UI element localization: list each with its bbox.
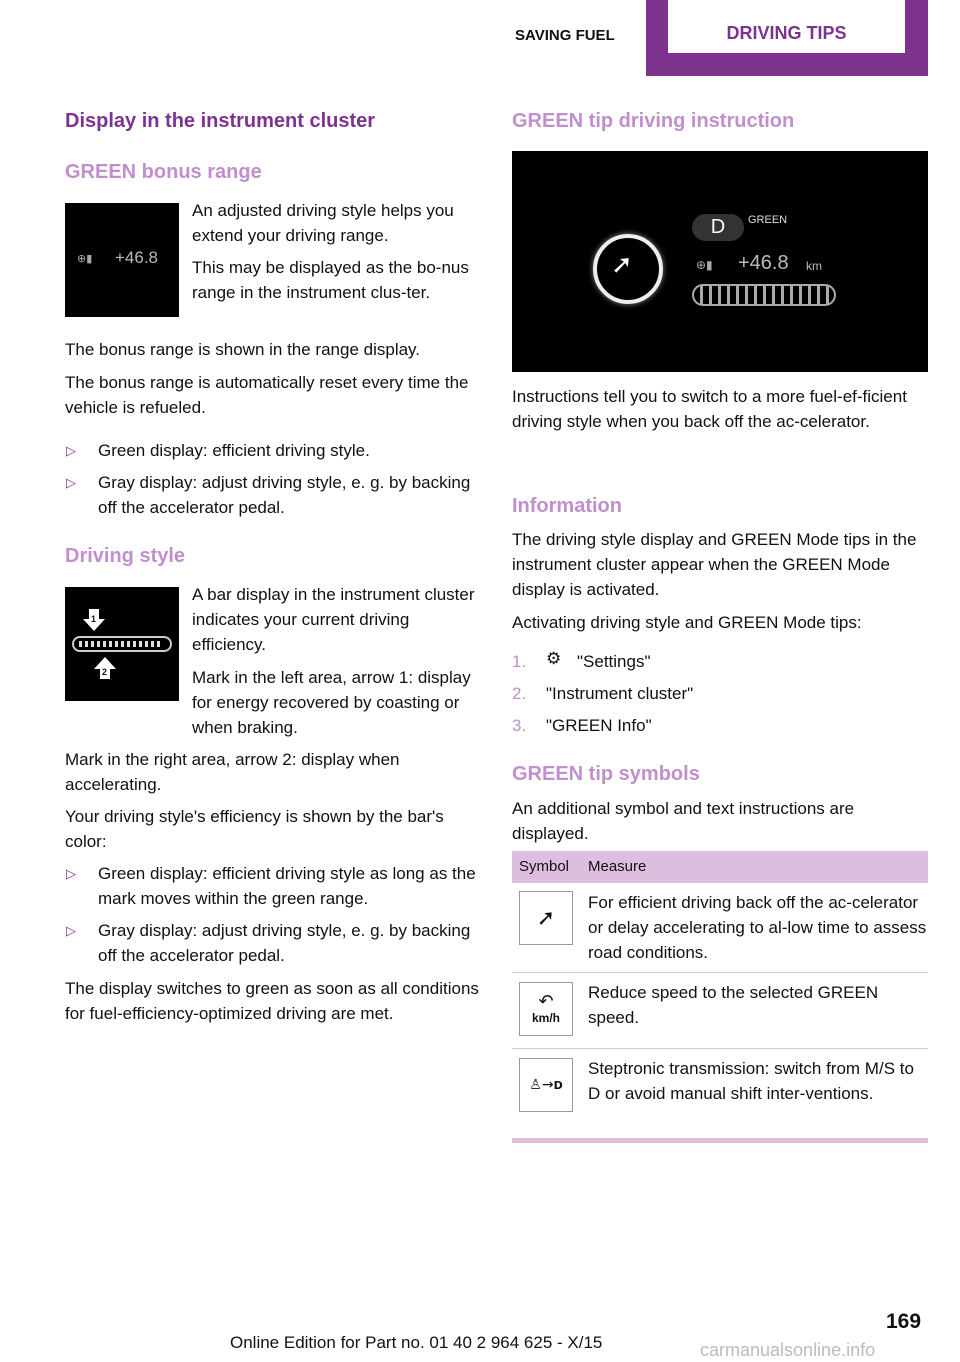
reduce-speed-icon: ↶ km/h (519, 982, 573, 1036)
bullet-icon: ▷ (66, 867, 76, 882)
paragraph: Instructions tell you to switch to a more fuel-ef-ficient driving style when you back off the ac-celerator. (512, 387, 907, 431)
column-header: Measure (588, 858, 647, 875)
bullet-icon: ▷ (66, 444, 76, 459)
section-title: SAVING FUEL (515, 27, 615, 44)
icon-label: D (553, 1078, 563, 1092)
range-fuel-icon: ⊕▮ (77, 252, 93, 265)
settings-gear-icon: ⚙ (546, 649, 562, 669)
instrument-cluster-image (512, 151, 928, 372)
page-number: 169 (886, 1310, 922, 1333)
bonus-value: +46.8 (738, 252, 789, 274)
watermark: carmanualsonline.info (700, 1340, 876, 1360)
paragraph: Your driving style's efficiency is shown by the bar's color: (65, 807, 444, 851)
list-item: Gray display: adjust driving style, e. g. by backing off the accelerator pedal. (98, 473, 471, 517)
list-item: Gray display: adjust driving style, e. g. by backing off the accelerator pedal. (98, 921, 471, 965)
table-cell: Reduce speed to the selected GREEN speed. (588, 983, 879, 1027)
paragraph: Mark in the left area, arrow 1: display for energy recovered by coasting or when braking. (192, 668, 471, 737)
table-cell: Steptronic transmission: switch from M/S to D or avoid manual shift inter-ventions. (588, 1059, 914, 1103)
bullet-icon: ▷ (66, 476, 76, 491)
edition-text: Online Edition for Part no. 01 40 2 964 625 - X/15 (230, 1333, 603, 1352)
step-number: 3. (512, 716, 527, 735)
row-divider (512, 1048, 928, 1049)
gear-indicator: D (692, 214, 744, 241)
step-text: "GREEN Info" (546, 716, 652, 735)
paragraph: The bonus range is shown in the range display. (65, 340, 421, 359)
bonus-heading: GREEN bonus range (65, 161, 262, 183)
paragraph: An additional symbol and text instructions are displayed. (512, 799, 855, 843)
paragraph: A bar display in the instrument cluster indicates your current driving efficiency. (192, 585, 475, 654)
step-text: "Settings" (577, 652, 651, 671)
paragraph: The driving style display and GREEN Mode tips in the instrument cluster appear when the GREEN Mode display is activated. (512, 530, 917, 599)
gear-selector-icon: ♙→ D (519, 1058, 573, 1112)
step-text: "Instrument cluster" (546, 684, 694, 703)
paragraph: An adjusted driving style helps you extend your driving range. (192, 201, 454, 245)
arrow-2-label: 2 (102, 667, 108, 677)
paragraph: This may be displayed as the bo-nus range in the instrument clus-ter. (192, 258, 469, 302)
range-fuel-icon: ⊕▮ (696, 258, 713, 272)
foot-off-pedal-icon: ➚ (519, 891, 573, 945)
step-number: 1. (512, 652, 527, 671)
paragraph: Activating driving style and GREEN Mode tips: (512, 613, 862, 632)
list-item: Green display: efficient driving style as long as the mark moves within the green range. (98, 864, 476, 908)
section-heading: Display in the instrument cluster (65, 110, 376, 132)
bullet-icon: ▷ (66, 924, 76, 939)
efficiency-bar-icon (65, 587, 179, 701)
paragraph: The display switches to green as soon as all conditions for fuel-efficiency-optimized driving are met. (65, 979, 479, 1023)
foot-off-pedal-icon: ➚ (593, 234, 663, 304)
bonus-value: +46.8 (115, 248, 159, 267)
icon-label: km/h (531, 1011, 560, 1025)
list-item: Green display: efficient driving style. (98, 441, 370, 460)
mode-label: GREEN (748, 214, 788, 226)
tip-heading: GREEN tip driving instruction (512, 110, 795, 132)
paragraph: Mark in the right area, arrow 2: display when accelerating. (65, 750, 400, 794)
bonus-range-image (65, 203, 179, 317)
row-divider (512, 972, 928, 973)
driving-style-image (65, 587, 179, 701)
arrow-1-label: 1 (91, 614, 97, 624)
chapter-title: DRIVING TIPS (726, 23, 847, 43)
paragraph: The bonus range is automatically reset every time the vehicle is refueled. (65, 373, 469, 417)
symbols-heading: GREEN tip symbols (512, 763, 700, 785)
column-header: Symbol (519, 858, 570, 875)
table-header (512, 851, 928, 883)
driving-style-heading: Driving style (65, 545, 186, 567)
table-bottom-border (512, 1138, 928, 1143)
information-heading: Information (512, 495, 622, 517)
unit-label: km (806, 259, 822, 273)
table-cell: For efficient driving back off the ac-celerator or delay accelerating to al-low time to assess road conditions. (588, 893, 927, 962)
step-number: 2. (512, 684, 527, 703)
efficiency-bar (692, 284, 836, 306)
